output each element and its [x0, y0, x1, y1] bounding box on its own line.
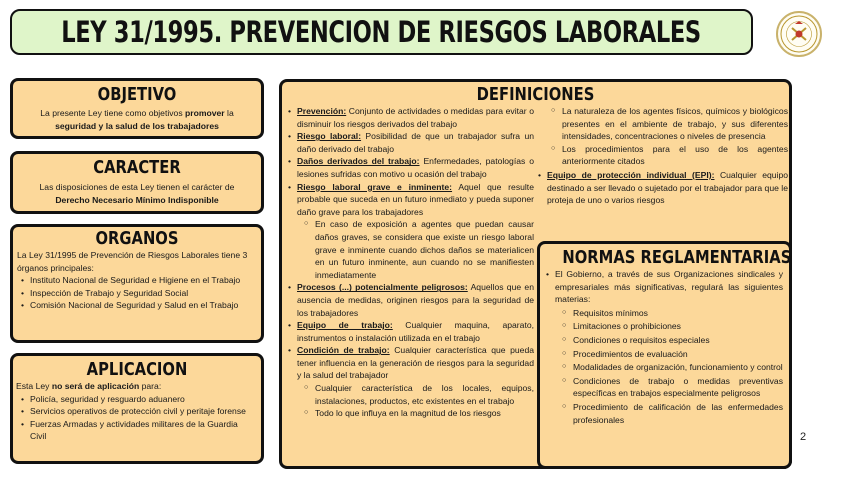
definition-item: • Prevención: Conjunto de actividades o medidas para evitar o disminuir los riesgos derivados del trabajo: [286, 105, 534, 130]
list-subitem: ○ Procedimiento de calificación de las enfermedades profesionales: [561, 401, 783, 426]
caracter-bold-text: Derecho Necesario Mínimo Indisponible: [55, 194, 219, 205]
definition-subitem: ○ En caso de exposición a agentes que puedan causar daños graves, se considera que existe un riesgo laboral grave e inminente cuando dichos daños se materialicen en un futuro inminente, aun cuando no se manifiesten inmediatamente: [303, 218, 534, 281]
list-item: • Instituto Nacional de Seguridad e Higiene en el Trabajo: [19, 274, 255, 287]
organos-intro: La Ley 31/1995 de Prevención de Riesgos Laborales tiene 3 órganos principales:: [17, 250, 248, 273]
definition-item: • Riesgo laboral: Posibilidad de que un trabajador sufra un daño derivado del trabajo: [286, 130, 534, 155]
definition-subitem: ○ Cualquier característica de los locales, equipos, instalaciones, productos, etc existentes en el trabajo: [303, 382, 534, 407]
definiciones-heading: DEFINICIONES: [476, 84, 595, 105]
list-subitem: ○ Condiciones o requisitos especiales: [561, 334, 783, 347]
guardia-civil-badge: [776, 11, 822, 57]
organos-panel: [10, 224, 264, 343]
aplicacion-heading: APLICACION: [86, 359, 188, 380]
list-subitem: ○ Limitaciones o prohibiciones: [561, 320, 783, 333]
list-item: • Policía, seguridad y resguardo aduanero: [19, 393, 255, 406]
objetivo-heading: OBJETIVO: [97, 84, 177, 105]
page-title: LEY 31/1995. PREVENCION DE RIESGOS LABORALES: [61, 15, 702, 49]
definition-subitem: ○ Todo lo que influya en la magnitud de los riesgos: [303, 407, 534, 420]
definition-item: • Riesgo laboral grave e inminente: Aquel que resulte probable que suceda en un futuro inmediato y pueda suponer daño grave para los trabajadores ○ En caso de exposición a agentes que puedan causar daños graves, se considera que existe un riesgo laboral grave e inminente cuando dichos daños se materialicen en un futuro inminente, aun cuando no se manifiesten inmediatamente: [286, 181, 534, 282]
definiciones-left-column: [286, 105, 534, 420]
list-item: • Fuerzas Armadas y actividades militares de la Guardia Civil: [19, 418, 255, 443]
caracter-panel: [10, 151, 264, 214]
list-item: • Servicios operativos de protección civil y peritaje forense: [19, 405, 255, 418]
caracter-heading: CARACTER: [93, 157, 181, 178]
definition-subitem: ○ La naturaleza de los agentes físicos, químicos y biológicos presentes en el ambiente de trabajo, y sus diferentes intensidades, concentraciones o niveles de presencia: [550, 105, 788, 143]
list-subitem: ○ Procedimientos de evaluación: [561, 348, 783, 361]
objetivo-text: La presente Ley tiene como objetivos promover la seguridad y la salud de los trabajadores: [40, 108, 234, 131]
list-item: • El Gobierno, a través de sus Organizaciones sindicales y empresariales más significativas, regulará las siguientes materias: ○ Requisitos mínimos ○ Limitaciones o prohibiciones ○ Condiciones o requisitos especiales ○ Procedimientos de evaluación ○ Modalidades de organización, funcionamiento y control ○ Condiciones de trabajo o medidas preventivas específicas en trabajos especialmente peligrosos ○ Procedimiento de calificación de las enfermedades profesionales: [544, 268, 783, 426]
aplicacion-panel: [10, 353, 264, 464]
list-subitem: ○ Condiciones de trabajo o medidas preventivas específicas en trabajos especialmente peligrosos: [561, 375, 783, 400]
aplicacion-list: [13, 393, 261, 443]
definition-item: • Condición de trabajo: Cualquier característica que pueda tener influencia en la generación de riesgos para la seguridad y la salud del trabajador ○ Cualquier característica de los locales, equipos, instalaciones, productos, etc existentes en el trabajo ○ Todo lo que influya en la magnitud de los riesgos: [286, 344, 534, 420]
definition-item: • Daños derivados del trabajo: Enfermedades, patologías o lesiones sufridas con motivo u ocasión del trabajo: [286, 155, 534, 180]
normas-panel: [537, 241, 792, 469]
definition-item: • Equipo de protección individual (EPI): Cualquier equipo destinado a ser llevado o sujetado por el trabajador para que le proteja de uno o varios riesgos: [536, 169, 788, 207]
aplicacion-intro: Esta Ley no será de aplicación para:: [16, 381, 162, 391]
objetivo-panel: [10, 78, 264, 139]
list-subitem: ○ Modalidades de organización, funcionamiento y control: [561, 361, 783, 374]
definiciones-right-column: [536, 105, 788, 207]
list-subitem: ○ Requisitos mínimos: [561, 307, 783, 320]
definition-item: • Procesos (...) potencialmente peligrosos: Aquellos que en ausencia de medidas, originen riesgos para la seguridad de los trabajadores: [286, 281, 534, 319]
title-banner: [10, 9, 753, 55]
page-number: 2: [800, 431, 807, 443]
organos-heading: ORGANOS: [95, 228, 179, 249]
normas-list: [540, 268, 789, 426]
list-item: • Inspección de Trabajo y Seguridad Social: [19, 287, 255, 300]
organos-list: [13, 274, 261, 312]
caracter-text: Las disposiciones de esta Ley tienen el carácter de: [39, 182, 235, 192]
definition-item: • Equipo de trabajo: Cualquier maquina, aparato, instrumentos o instalación utilizada en el trabajo: [286, 319, 534, 344]
normas-heading: NORMAS REGLAMENTARIAS: [562, 247, 792, 268]
list-item: • Comisión Nacional de Seguridad y Salud en el Trabajo: [19, 299, 255, 312]
definition-subitem: ○ Los procedimientos para el uso de los agentes anteriormente citados: [550, 143, 788, 168]
crest-icon: [779, 14, 819, 54]
